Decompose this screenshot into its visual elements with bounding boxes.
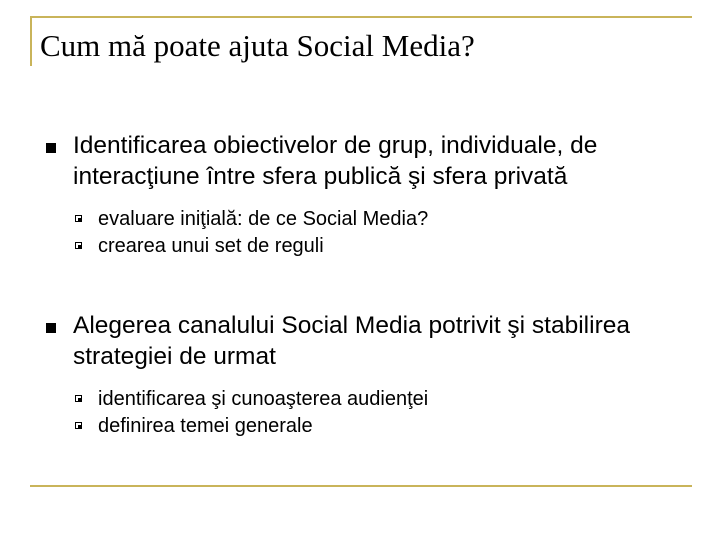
sub-bullet-item [40, 413, 690, 440]
bullet-item [40, 130, 683, 192]
sub-bullet-text: evaluare iniţială: de ce Social Media? [98, 208, 429, 230]
square-bullet-icon [46, 323, 56, 333]
sub-bullet-item [40, 206, 690, 233]
hollow-square-bullet-icon [75, 422, 82, 429]
frame-left-line [30, 16, 32, 66]
sub-bullet-item [40, 386, 690, 413]
bullet-text: Identificarea obiectivelor de grup, individuale, de interacţiune între sfera publică şi sfera privată [73, 132, 598, 190]
hollow-square-bullet-icon [75, 395, 82, 402]
hollow-square-bullet-icon [75, 242, 82, 249]
frame-bottom-line [30, 485, 692, 487]
slide-title: Cum mă poate ajuta Social Media? [40, 28, 475, 63]
bullet-item [40, 310, 683, 372]
sub-bullet-item [40, 233, 690, 260]
hollow-square-bullet-icon [75, 215, 82, 222]
sub-bullet-text: definirea temei generale [98, 415, 313, 437]
sub-bullet-text: identificarea şi cunoaşterea audienţei [98, 388, 429, 410]
slide-content [40, 130, 690, 440]
frame-top-line [30, 16, 692, 18]
bullet-text: Alegerea canalului Social Media potrivit şi stabilirea strategiei de urmat [73, 312, 630, 370]
square-bullet-icon [46, 143, 56, 153]
sub-bullet-text: crearea unui set de reguli [98, 235, 324, 257]
